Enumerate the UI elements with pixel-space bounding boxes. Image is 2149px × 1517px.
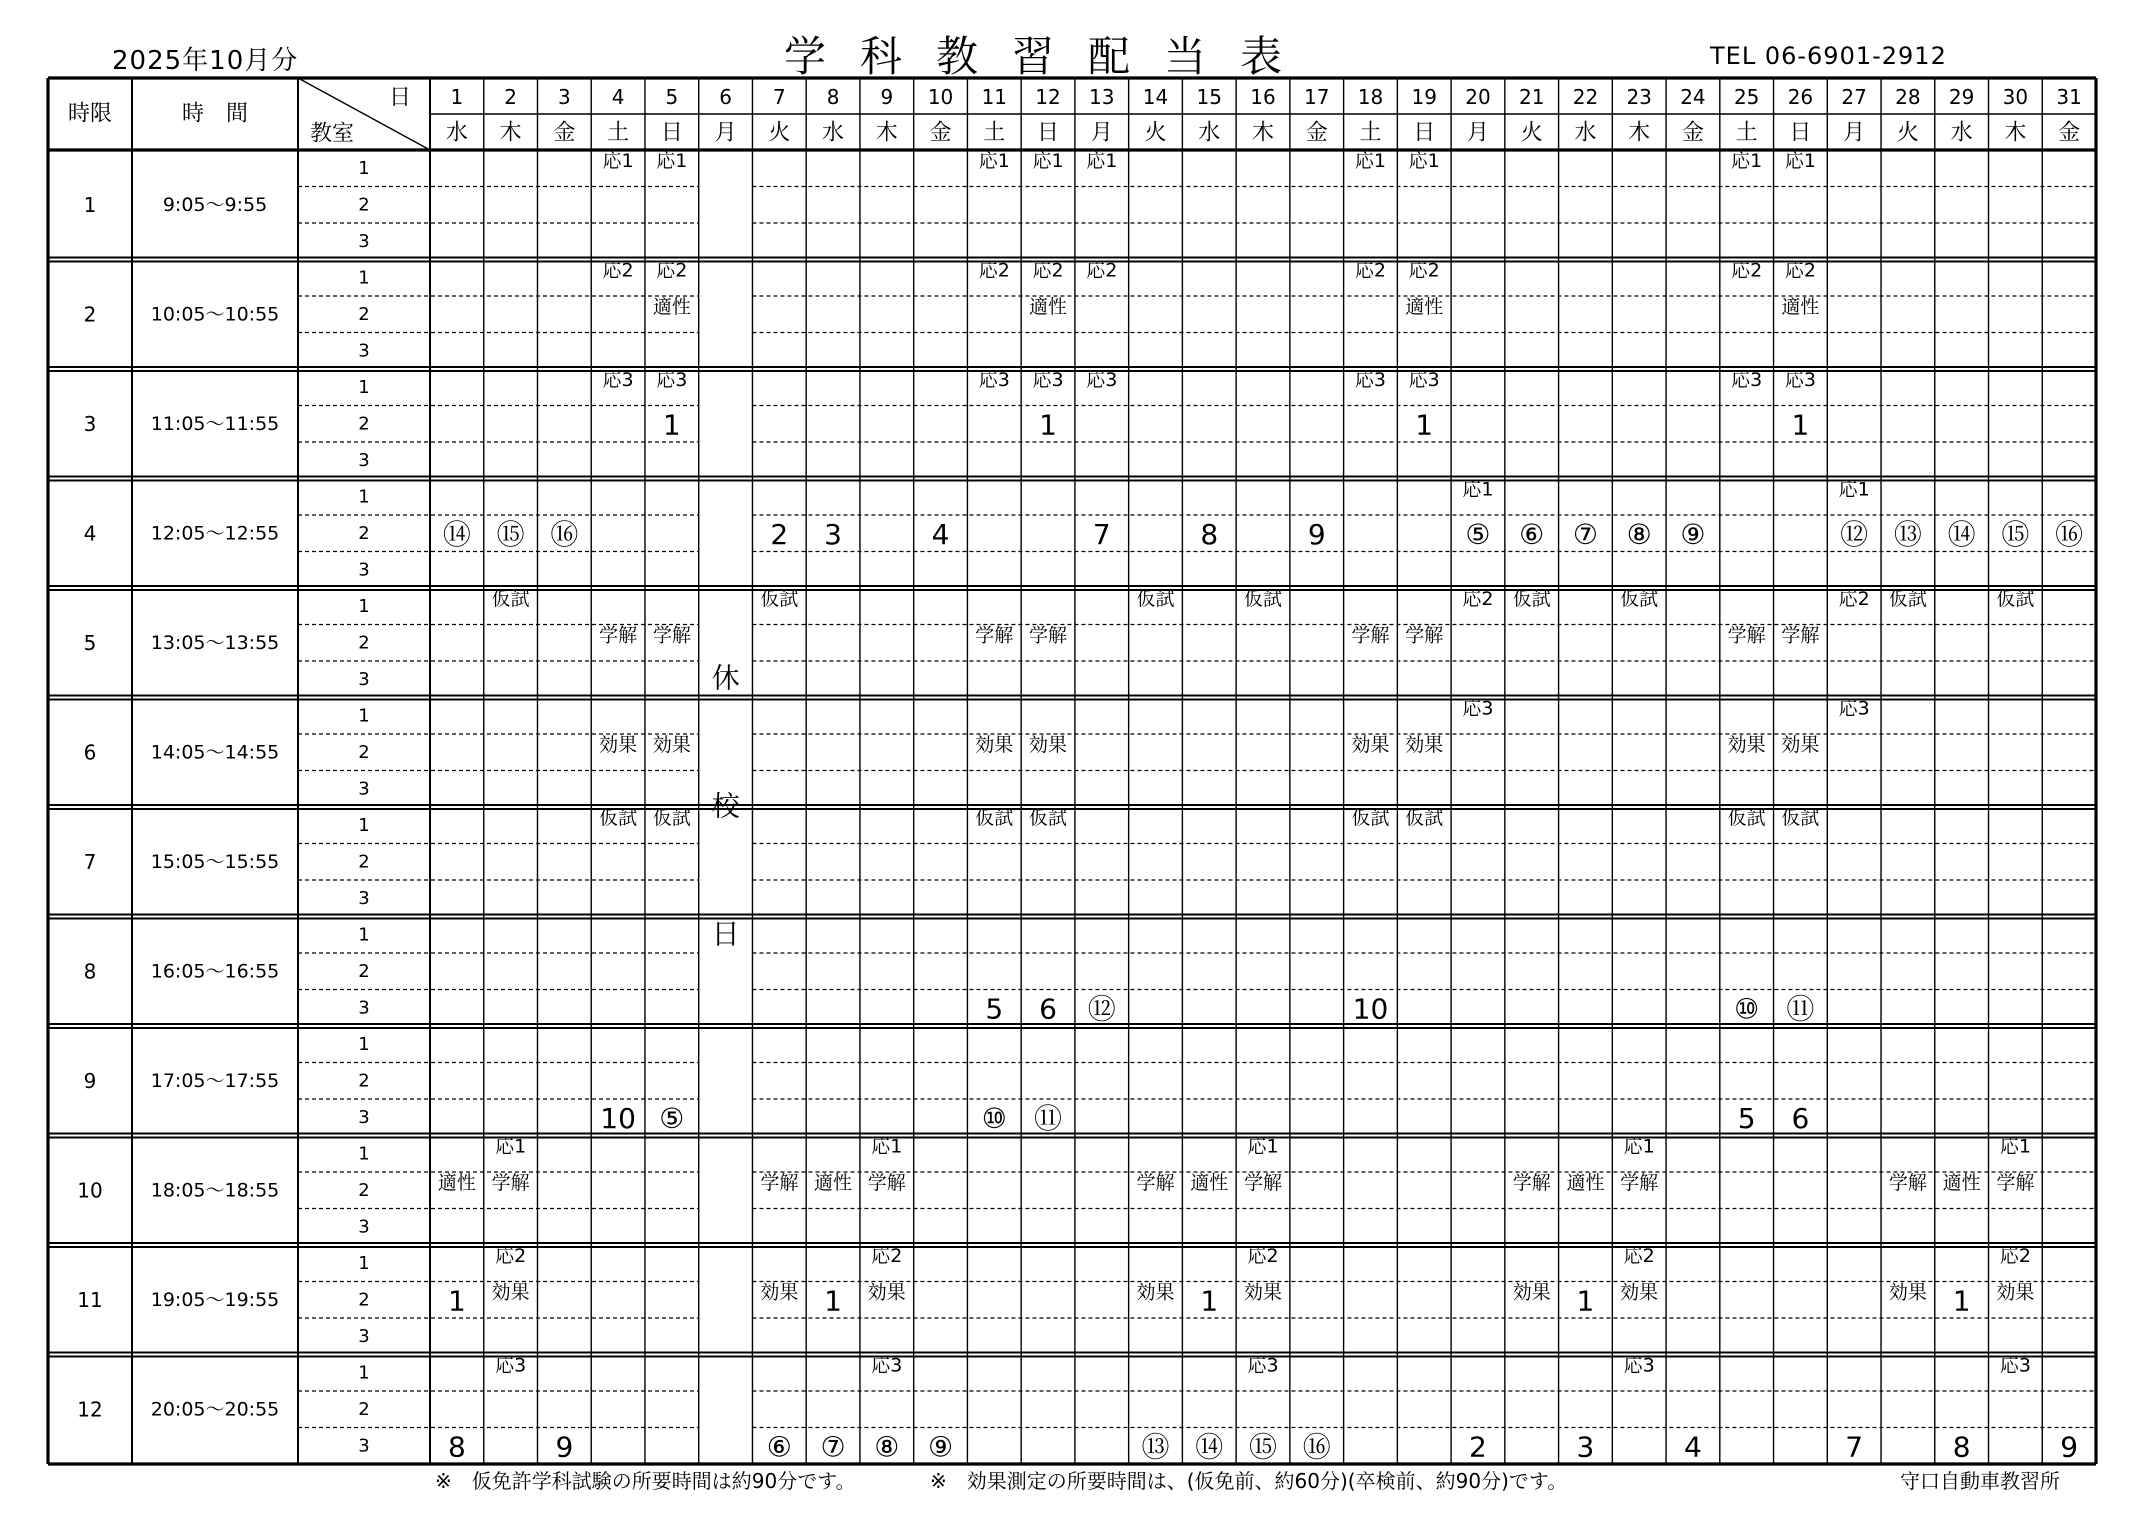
- day-number: 30: [2002, 85, 2029, 109]
- lesson-entry: 応3: [1838, 697, 1870, 720]
- room-number: 2: [358, 1289, 370, 1311]
- period-time: 20:05～20:55: [150, 1398, 280, 1421]
- weekday: 金: [553, 120, 576, 146]
- day-number: 16: [1250, 85, 1276, 109]
- period-number: 9: [83, 1068, 97, 1093]
- lesson-number: 8: [1952, 1430, 1971, 1464]
- lesson-entry: 応1: [1731, 150, 1763, 172]
- lesson-number: 2: [770, 517, 789, 551]
- lesson-entry: 応2: [602, 259, 634, 282]
- day-number: 6: [719, 85, 732, 109]
- period-number: 10: [77, 1178, 103, 1203]
- time-header: 時 間: [181, 101, 249, 127]
- lesson-entry: 応1: [1462, 478, 1494, 501]
- day-number: 8: [826, 85, 840, 109]
- day-header: 日: [388, 85, 412, 111]
- room-number: 2: [358, 413, 370, 435]
- period-number: 7: [83, 849, 97, 874]
- weekday: 土: [983, 120, 1006, 146]
- lesson-entry: 学解: [1620, 1172, 1659, 1194]
- lesson-number: ⑦: [1572, 517, 1599, 551]
- lesson-number: ⑥: [766, 1430, 792, 1464]
- lesson-entry: 効果: [1996, 1281, 2035, 1304]
- period-time: 9:05～9:55: [162, 193, 268, 216]
- weekday: 月: [714, 120, 737, 146]
- phone-number: TEL 06-6901-2912: [1710, 42, 1947, 70]
- lesson-number: 7: [1092, 517, 1111, 551]
- period-header: 時限: [67, 101, 113, 127]
- lesson-number: ⑪: [1034, 1101, 1063, 1135]
- day-number: 7: [772, 85, 786, 109]
- lesson-entry: 適性: [652, 296, 691, 318]
- lesson-number: 3: [1576, 1430, 1595, 1464]
- lesson-entry: 学解: [1512, 1172, 1551, 1194]
- lesson-entry: 効果: [1029, 734, 1068, 756]
- lesson-entry: 応3: [1999, 1354, 2031, 1377]
- lesson-number: 10: [600, 1101, 636, 1135]
- lesson-number: 5: [1737, 1101, 1756, 1135]
- lesson-entry: 仮試: [1727, 807, 1766, 829]
- period-time: 16:05～16:55: [150, 960, 280, 983]
- weekday: 水: [1950, 120, 1973, 146]
- day-number: 1: [450, 85, 464, 109]
- lesson-entry: 学解: [975, 624, 1014, 647]
- room-number: 3: [358, 887, 370, 909]
- weekday: 木: [875, 120, 898, 146]
- room-number: 1: [358, 1033, 370, 1055]
- lesson-number: ⑯: [550, 517, 579, 551]
- lesson-entry: 仮試: [652, 807, 691, 829]
- period-time: 15:05～15:55: [150, 850, 280, 873]
- lesson-number: ⑤: [659, 1101, 685, 1135]
- period-number: 12: [77, 1397, 103, 1422]
- page-title: 学科教習配当表: [783, 32, 1316, 81]
- lesson-entry: 応2: [495, 1245, 527, 1267]
- lesson-entry: 応3: [871, 1354, 903, 1377]
- lesson-number: 6: [1039, 992, 1057, 1026]
- lesson-entry: 学解: [1351, 624, 1390, 647]
- school-name: 守口自動車教習所: [1900, 1469, 2060, 1493]
- room-number: 3: [358, 1435, 370, 1457]
- lesson-entry: 学解: [760, 1172, 799, 1194]
- room-number: 1: [358, 267, 370, 289]
- weekday: 火: [1144, 120, 1167, 146]
- lesson-entry: 学解: [1888, 1172, 1927, 1194]
- room-number: 2: [358, 1179, 370, 1201]
- room-number: 3: [358, 1216, 370, 1238]
- weekday: 土: [1735, 120, 1758, 146]
- lesson-number: ⑯: [2055, 517, 2084, 551]
- lesson-entry: 応3: [1623, 1354, 1655, 1377]
- lesson-entry: 仮試: [1351, 807, 1390, 829]
- lesson-entry: 応1: [1086, 150, 1118, 172]
- room-number: 2: [358, 960, 370, 982]
- room-number: 3: [358, 778, 370, 800]
- weekday: 火: [1520, 120, 1543, 146]
- period-number: 4: [83, 521, 97, 546]
- lesson-entry: 効果: [1620, 1281, 1659, 1304]
- weekday: 水: [1574, 120, 1597, 146]
- lesson-entry: 応3: [1462, 697, 1494, 720]
- lesson-number: 1: [824, 1284, 842, 1318]
- day-number: 23: [1626, 85, 1652, 109]
- lesson-entry: 応1: [656, 150, 688, 172]
- room-number: 1: [358, 1143, 370, 1165]
- lesson-entry: 適性: [1781, 296, 1820, 318]
- lesson-entry: 応3: [1354, 369, 1387, 391]
- room-number: 1: [358, 157, 370, 179]
- room-number: 2: [358, 522, 370, 544]
- period-time: 17:05～17:55: [150, 1069, 280, 1092]
- lesson-entry: 応2: [1462, 588, 1494, 610]
- lesson-entry: 適性: [1566, 1172, 1605, 1194]
- lesson-number: ⑧: [874, 1430, 900, 1464]
- lesson-entry: 応1: [1032, 150, 1064, 172]
- lesson-entry: 効果: [1136, 1281, 1175, 1304]
- period-number: 6: [83, 740, 97, 765]
- day-number: 25: [1733, 85, 1760, 109]
- day-number: 17: [1304, 85, 1330, 109]
- weekday: 木: [1628, 120, 1651, 146]
- room-number: 1: [358, 705, 370, 727]
- day-number: 19: [1411, 85, 1437, 109]
- lesson-number: 1: [1791, 408, 1810, 442]
- lesson-entry: 仮試: [491, 588, 530, 610]
- period-time: 11:05～11:55: [150, 412, 280, 435]
- lesson-entry: 学解: [1136, 1172, 1175, 1194]
- room-number: 3: [358, 449, 370, 471]
- weekday: 月: [1466, 120, 1489, 146]
- lesson-number: 1: [1952, 1284, 1971, 1318]
- lesson-number: ⑬: [1141, 1430, 1170, 1464]
- room-number: 3: [358, 340, 370, 362]
- weekday: 金: [2058, 120, 2081, 146]
- lesson-entry: 応2: [1999, 1245, 2031, 1267]
- lesson-number: 9: [1307, 517, 1326, 551]
- day-number: 9: [880, 85, 894, 109]
- room-number: 3: [358, 559, 370, 581]
- lesson-entry: 応3: [1731, 369, 1763, 391]
- period-time: 10:05～10:55: [150, 303, 280, 326]
- lesson-entry: 応3: [1086, 369, 1118, 391]
- room-number: 1: [358, 595, 370, 617]
- lesson-entry: 仮試: [1136, 588, 1175, 610]
- day-number: 14: [1142, 85, 1169, 109]
- room-number: 3: [358, 1325, 370, 1347]
- lesson-number: 1: [1576, 1284, 1595, 1318]
- lesson-number: 10: [1352, 992, 1389, 1026]
- lesson-number: ⑭: [1195, 1430, 1224, 1464]
- lesson-number: ⑮: [1248, 1430, 1278, 1464]
- day-number: 13: [1089, 85, 1115, 109]
- lesson-entry: 効果: [760, 1281, 799, 1304]
- closed-day-label: 休: [711, 661, 740, 695]
- lesson-entry: 応3: [1247, 1354, 1279, 1377]
- lesson-number: 1: [1200, 1284, 1219, 1318]
- period-number: 2: [83, 302, 97, 327]
- period-number: 11: [77, 1287, 103, 1312]
- weekday: 金: [1681, 120, 1704, 146]
- weekday: 木: [1251, 120, 1275, 146]
- lesson-entry: 応2: [871, 1245, 903, 1267]
- lesson-number: 2: [1469, 1430, 1487, 1464]
- day-number: 18: [1357, 85, 1384, 109]
- lesson-entry: 応3: [495, 1354, 527, 1377]
- lesson-number: 8: [1200, 517, 1219, 551]
- lesson-number: ⑮: [496, 517, 525, 551]
- lesson-entry: 効果: [491, 1281, 530, 1304]
- lesson-entry: 応2: [1731, 259, 1763, 282]
- lesson-entry: 学解: [1405, 624, 1444, 647]
- lesson-number: 1: [447, 1284, 466, 1318]
- lesson-entry: 応1: [1838, 478, 1870, 501]
- day-number: 26: [1787, 85, 1814, 109]
- lesson-number: 1: [1039, 408, 1057, 442]
- lesson-number: 3: [824, 517, 842, 551]
- lesson-entry: 学解: [1996, 1172, 2035, 1194]
- lesson-entry: 効果: [652, 734, 691, 756]
- lesson-entry: 学解: [867, 1172, 906, 1194]
- lesson-entry: 応2: [1623, 1245, 1655, 1267]
- lesson-entry: 効果: [1781, 734, 1820, 756]
- day-number: 5: [665, 85, 679, 109]
- lesson-entry: 効果: [1243, 1281, 1283, 1304]
- day-number: 24: [1680, 85, 1706, 109]
- lesson-entry: 応2: [656, 259, 688, 282]
- lesson-number: ⑦: [820, 1430, 846, 1464]
- exam-duration-note: ※ 仮免許学科試験の所要時間は約90分です。: [435, 1469, 856, 1493]
- lesson-entry: 効果: [867, 1281, 906, 1304]
- lesson-entry: 応3: [978, 369, 1010, 391]
- lesson-number: ⑬: [1893, 517, 1922, 551]
- day-number: 11: [981, 85, 1008, 109]
- lesson-entry: 応2: [1784, 259, 1816, 282]
- lesson-entry: 応2: [1032, 259, 1064, 282]
- lesson-number: 7: [1845, 1430, 1864, 1464]
- lesson-entry: 応2: [978, 259, 1010, 282]
- lesson-entry: 仮試: [1405, 807, 1444, 829]
- lesson-entry: 効果: [1351, 734, 1390, 756]
- closed-day-label: 日: [711, 917, 740, 951]
- day-number: 10: [927, 85, 954, 109]
- lesson-number: ⑫: [1087, 992, 1116, 1026]
- room-number: 3: [358, 230, 370, 252]
- lesson-entry: 応1: [978, 150, 1010, 172]
- weekday: 金: [929, 120, 952, 146]
- period-number: 5: [83, 630, 97, 655]
- lesson-number: ⑭: [442, 517, 471, 551]
- weekday: 水: [1198, 120, 1221, 146]
- lesson-entry: 応3: [1784, 369, 1816, 391]
- lesson-entry: 応3: [602, 369, 634, 391]
- lesson-entry: 応1: [1354, 150, 1387, 172]
- lesson-number: 1: [662, 408, 681, 442]
- room-number: 3: [358, 997, 370, 1019]
- lesson-number: 5: [985, 992, 1004, 1026]
- lesson-number: 8: [447, 1430, 466, 1464]
- lesson-entry: 仮試: [1781, 807, 1820, 829]
- weekday: 日: [660, 120, 683, 146]
- day-number: 2: [504, 85, 517, 109]
- weekday: 火: [768, 120, 791, 146]
- lesson-entry: 応3: [656, 369, 688, 391]
- lesson-entry: 応1: [1784, 150, 1816, 172]
- lesson-entry: 効果: [1405, 734, 1444, 756]
- day-number: 15: [1196, 85, 1222, 109]
- lesson-entry: 応2: [1408, 259, 1440, 282]
- weekday: 月: [1090, 120, 1113, 146]
- weekday: 金: [1305, 120, 1328, 146]
- weekday: 日: [1413, 120, 1436, 146]
- day-number: 21: [1518, 85, 1545, 109]
- room-number: 1: [358, 486, 370, 508]
- day-number: 20: [1465, 85, 1491, 109]
- room-number: 1: [358, 1362, 370, 1384]
- lesson-number: ⑫: [1840, 517, 1869, 551]
- day-number: 27: [1841, 85, 1867, 109]
- lesson-entry: 応2: [1086, 259, 1118, 282]
- weekday: 日: [1789, 120, 1812, 146]
- lesson-number: ⑮: [2001, 517, 2030, 551]
- lesson-number: 9: [2060, 1430, 2079, 1464]
- room-number: 1: [358, 1252, 370, 1274]
- lesson-number: ⑪: [1786, 992, 1815, 1026]
- lesson-number: 9: [555, 1430, 574, 1464]
- closed-day-label: 校: [711, 789, 740, 823]
- lesson-entry: 適性: [1029, 296, 1068, 318]
- room-number: 2: [358, 1070, 370, 1092]
- lesson-entry: 適性: [437, 1172, 476, 1194]
- room-number: 3: [358, 668, 370, 690]
- period-number: 8: [83, 959, 97, 984]
- lesson-entry: 応1: [495, 1135, 527, 1158]
- room-number: 2: [358, 1398, 370, 1420]
- room-header: 教室: [309, 121, 355, 147]
- day-number: 29: [1948, 85, 1975, 109]
- day-number: 28: [1895, 85, 1921, 109]
- day-number: 22: [1572, 85, 1599, 109]
- room-number: 2: [358, 194, 370, 216]
- schedule-month: 2025年10月分: [112, 46, 299, 76]
- lesson-number: ⑥: [1519, 517, 1545, 551]
- lesson-number: ⑨: [1680, 517, 1706, 551]
- weekday: 日: [1037, 120, 1060, 146]
- day-number: 31: [2056, 85, 2082, 109]
- lesson-number: ⑤: [1465, 517, 1491, 551]
- room-number: 1: [358, 814, 370, 836]
- lesson-entry: 仮試: [599, 807, 638, 829]
- lesson-entry: 適性: [1405, 296, 1444, 318]
- lesson-entry: 応1: [1408, 150, 1440, 172]
- lesson-entry: 学解: [491, 1172, 530, 1194]
- room-number: 2: [358, 303, 370, 325]
- lesson-entry: 仮試: [1620, 588, 1659, 610]
- lesson-entry: 仮試: [1888, 588, 1927, 610]
- day-number: 3: [557, 85, 571, 109]
- lesson-number: ⑨: [927, 1430, 954, 1464]
- day-number: 4: [611, 85, 625, 109]
- lesson-number: 4: [1684, 1430, 1702, 1464]
- period-time: 12:05～12:55: [150, 522, 280, 545]
- period-number: 3: [83, 411, 97, 436]
- room-number: 1: [358, 924, 370, 946]
- lesson-entry: 応1: [1999, 1135, 2031, 1158]
- room-number: 3: [358, 1106, 370, 1128]
- lesson-entry: 応3: [1032, 369, 1064, 391]
- lesson-entry: 応2: [1354, 259, 1387, 282]
- lesson-entry: 学解: [599, 624, 638, 647]
- lesson-number: 4: [931, 517, 950, 551]
- lesson-entry: 仮試: [760, 588, 799, 610]
- period-time: 14:05～14:55: [150, 741, 280, 764]
- room-number: 2: [358, 741, 370, 763]
- lesson-entry: 応1: [602, 150, 634, 172]
- weekday: 土: [1359, 120, 1382, 146]
- weekday: 水: [445, 120, 468, 146]
- period-number: 1: [83, 192, 97, 217]
- lesson-entry: 仮試: [1512, 588, 1551, 610]
- lesson-entry: 仮試: [1243, 588, 1283, 610]
- lesson-entry: 効果: [1888, 1281, 1927, 1304]
- room-number: 2: [358, 851, 370, 873]
- weekday: 水: [822, 120, 845, 146]
- lesson-entry: 仮試: [1029, 807, 1068, 829]
- lesson-number: ⑯: [1302, 1430, 1331, 1464]
- lesson-entry: 学解: [1243, 1172, 1283, 1194]
- weekday: 木: [2004, 120, 2027, 146]
- lesson-entry: 応1: [1623, 1135, 1655, 1158]
- weekday: 火: [1896, 120, 1919, 146]
- lesson-number: ⑩: [1734, 992, 1760, 1026]
- room-number: 2: [358, 632, 370, 654]
- lesson-entry: 応2: [1247, 1245, 1279, 1267]
- weekday: 木: [499, 120, 522, 146]
- lesson-entry: 応1: [871, 1135, 903, 1158]
- lesson-entry: 効果: [1727, 734, 1766, 756]
- lesson-entry: 適性: [1190, 1172, 1229, 1194]
- room-number: 1: [358, 376, 370, 398]
- lesson-entry: 適性: [814, 1172, 853, 1194]
- lesson-entry: 学解: [1781, 624, 1820, 647]
- lesson-entry: 仮試: [1996, 588, 2035, 610]
- lesson-entry: 学解: [1727, 624, 1766, 647]
- lesson-entry: 応2: [1838, 588, 1870, 610]
- weekday: 月: [1843, 120, 1866, 146]
- lesson-number: 1: [1415, 408, 1434, 442]
- lesson-entry: 学解: [652, 624, 691, 647]
- lesson-entry: 応3: [1408, 369, 1440, 391]
- lesson-entry: 効果: [1512, 1281, 1551, 1304]
- weekday: 土: [607, 120, 630, 146]
- lesson-entry: 応1: [1247, 1135, 1279, 1158]
- lesson-entry: 学解: [1029, 624, 1068, 647]
- period-time: 18:05～18:55: [150, 1179, 280, 1202]
- period-time: 13:05～13:55: [150, 631, 280, 654]
- day-number: 12: [1035, 85, 1061, 109]
- lesson-entry: 効果: [599, 734, 638, 756]
- lesson-number: 6: [1791, 1101, 1810, 1135]
- lesson-entry: 仮試: [975, 807, 1014, 829]
- lesson-number: ⑧: [1626, 517, 1652, 551]
- lesson-entry: 適性: [1942, 1172, 1981, 1194]
- period-time: 19:05～19:55: [150, 1288, 280, 1311]
- lesson-number: ⑭: [1947, 517, 1976, 551]
- lesson-number: ⑩: [981, 1101, 1007, 1135]
- lesson-entry: 効果: [975, 734, 1014, 756]
- effect-test-duration-note: ※ 効果測定の所要時間は、(仮免前、約60分)(卒検前、約90分)です。: [930, 1469, 1568, 1493]
